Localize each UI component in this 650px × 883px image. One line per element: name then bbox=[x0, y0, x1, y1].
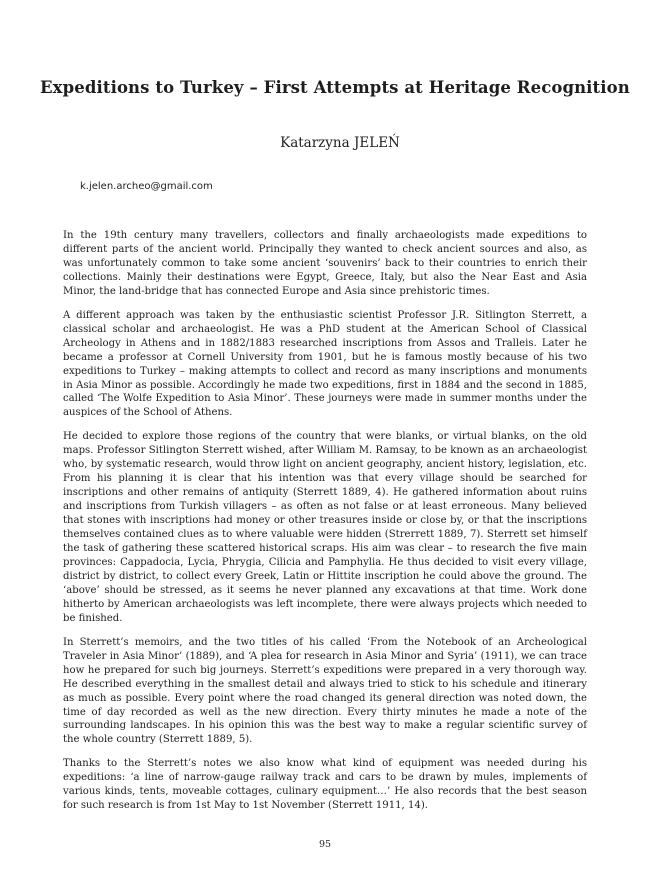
paragraph: Thanks to the Sterrett’s notes we also know what kind of equipment was needed during his expeditions: ‘a line of narrow-gauge railway track and cars to be drawn by mules, implements of various kinds, tents, moveable cottages, culinary equipment…’ He also records that the best season for such research is from 1st May to 1st November (Sterrett 1911, 14). bbox=[63, 758, 587, 812]
page-number: 95 bbox=[318, 839, 332, 850]
body-text bbox=[63, 229, 587, 823]
paragraph: In Sterrett’s memoirs, and the two titles of his called ‘From the Notebook of an Archeological Traveler in Asia Minor’ (1889), and ‘A plea for research in Asia Minor and Syria’ (1911), we can trace how he prepared for such big journeys. Sterrett’s expeditions were prepared in a very thorough way. He described everything in the smallest detail and always tried to stick to his schedule and itinerary as much as possible. Every point where the road changed its general direction was noted down, the time of day recorded as well as the new direction. Every thirty minutes he made a note of the surrounding landscapes. In his opinion this was the best way to make a regular scientific survey of the whole country (Sterrett 1889, 5). bbox=[63, 636, 587, 746]
paragraph: In the 19th century many travellers, collectors and finally archaeologists made expeditions to different parts of the ancient world. Principally they wanted to check ancient sources and also, as was unfortunately common to take some ancient ‘souvenirs’ back to their countries to enrich their collections. Mainly their destinations were Egypt, Greece, Italy, but also the Near East and Asia Minor, the land-bridge that has connected Europe and Asia since prehistoric times. bbox=[63, 230, 587, 297]
author-name: Katarzyna JELEŃ bbox=[280, 135, 400, 151]
paper-title: Expeditions to Turkey – First Attempts at Heritage Recognition bbox=[40, 78, 630, 97]
paragraph: A different approach was taken by the enthusiastic scientist Professor J.R. Sitlington Sterrett, a classical scholar and archaeologist. He was a PhD student at the American School of Classical Archeology in Athens and in 1882/1883 researched inscriptions from Assos and Tralleis. Later he became a professor at Cornell University from 1901, but he is famous mostly because of his two expeditions to Turkey – making attempts to collect and record as many inscriptions and monuments in Asia Minor as possible. Accordingly he made two expeditions, first in 1884 and the second in 1885, called ‘The Wolfe Expedition to Asia Minor’. These journeys were made in summer months under the auspices of the School of Athens. bbox=[63, 309, 587, 419]
author-email: k.jelen.archeo@gmail.com bbox=[80, 181, 213, 192]
paragraph: He decided to explore those regions of the country that were blanks, or virtual blanks, on the old maps. Professor Sitlington Sterrett wished, after William M. Ramsay, to be known as an archaeologist who, by systematic research, would throw light on ancient geography, ancient history, legislation, etc. From his planning it is clear that his intention was that every village should be searched for inscriptions and other remains of antiquity (Sterrett 1889, 4). He gathered information about ruins and inscriptions from Turkish villagers – as often as not false or at least erroneous. Many believed that stones with inscriptions had money or other treasures inside or close by, or that the inscriptions themselves contained clues as to where valuable were hidden (Strerrett 1889, 7). Sterrett set himself the task of gathering these scattered historical scraps. His aim was clear – to research the five main provinces: Cappadocia, Lycia, Phrygia, Cilicia and Pamphylia. He thus decided to visit every village, district by district, to collect every Greek, Latin or Hittite inscription he could above the ground. The ‘above’ should be stressed, as it seems he never planned any excavations at that time. Work done hitherto by American archaeologists was left incomplete, there were always projects which needed to be finished. bbox=[63, 431, 587, 624]
